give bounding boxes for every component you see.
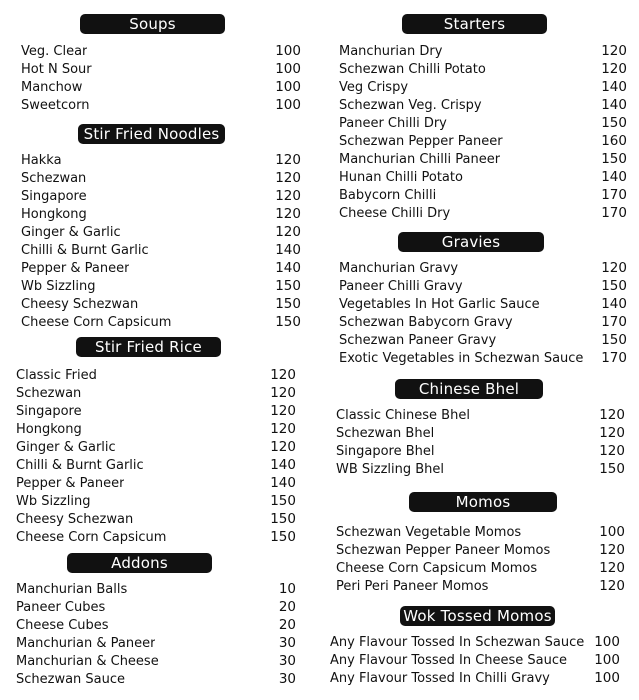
menu-item-name: Hongkong [21, 206, 87, 222]
menu-item-name: Cheese Corn Capsicum [21, 314, 172, 330]
stir-fried-rice-list [16, 366, 296, 546]
menu-item-name: Peri Peri Paneer Momos [336, 578, 489, 594]
menu-item-price: 120 [599, 560, 625, 576]
menu-item [330, 633, 620, 651]
menu-item-price: 140 [601, 79, 627, 95]
menu-item-price: 150 [601, 151, 627, 167]
menu-item-name: Ginger & Garlic [21, 224, 121, 240]
menu-item [339, 42, 627, 60]
menu-item-price: 100 [599, 524, 625, 540]
gravies-list [339, 259, 627, 367]
section-header-chinese-bhel: Chinese Bhel [395, 379, 543, 399]
menu-item-name: Schezwan Bhel [336, 425, 435, 441]
menu-item-name: Chilli & Burnt Garlic [21, 242, 149, 258]
menu-item [336, 559, 625, 577]
menu-item-price: 150 [275, 278, 301, 294]
menu-item-price: 100 [275, 43, 301, 59]
menu-item-name: Hakka [21, 152, 62, 168]
menu-item [339, 349, 627, 367]
menu-item-name: Exotic Vegetables in Schezwan Sauce [339, 350, 584, 366]
menu-item [16, 652, 296, 670]
menu-item-price: 120 [275, 188, 301, 204]
menu-item [336, 406, 625, 424]
menu-item-price: 150 [270, 493, 296, 509]
menu-item-name: Singapore [21, 188, 87, 204]
menu-item-price: 100 [594, 652, 620, 668]
menu-item [16, 670, 296, 688]
menu-item-name: Manchurian Balls [16, 581, 128, 597]
momos-list [336, 523, 625, 595]
menu-item-price: 140 [275, 260, 301, 276]
menu-item-price: 150 [601, 115, 627, 131]
menu-item [339, 313, 627, 331]
menu-item-price: 100 [275, 61, 301, 77]
menu-item [330, 651, 620, 669]
menu-item-price: 120 [270, 403, 296, 419]
menu-item-price: 150 [275, 296, 301, 312]
section-header-stir-fried-rice: Stir Fried Rice [76, 337, 221, 357]
menu-item-name: Singapore [16, 403, 82, 419]
menu-item [21, 169, 301, 187]
menu-item [16, 366, 296, 384]
menu-item-price: 120 [599, 578, 625, 594]
menu-item-price: 170 [601, 350, 627, 366]
menu-item-name: Wb Sizzling [21, 278, 96, 294]
menu-item-price: 150 [601, 332, 627, 348]
menu-item [21, 259, 301, 277]
menu-item-name: Schezwan [21, 170, 87, 186]
menu-item [339, 295, 627, 313]
menu-item-name: Cheesy Schezwan [21, 296, 139, 312]
menu-item-price: 120 [270, 385, 296, 401]
menu-item-name: Pepper & Paneer [21, 260, 130, 276]
menu-item-price: 120 [599, 443, 625, 459]
menu-item-name: Any Flavour Tossed In Schezwan Sauce [330, 634, 585, 650]
wok-tossed-momos-list [330, 633, 620, 687]
menu-item [21, 96, 301, 114]
menu-item [16, 580, 296, 598]
menu-item-name: Schezwan Pepper Paneer Momos [336, 542, 551, 558]
menu-item [16, 420, 296, 438]
menu-item-name: Cheese Corn Capsicum [16, 529, 167, 545]
soups-list [21, 42, 301, 114]
menu-item [339, 114, 627, 132]
chinese-bhel-list [336, 406, 625, 478]
menu-item-price: 120 [275, 152, 301, 168]
menu-item [336, 577, 625, 595]
menu-item-name: Cheese Chilli Dry [339, 205, 451, 221]
menu-item-name: Schezwan Chilli Potato [339, 61, 486, 77]
menu-item [339, 277, 627, 295]
menu-item [339, 60, 627, 78]
menu-item-name: Paneer Chilli Dry [339, 115, 447, 131]
menu-item-price: 10 [278, 581, 296, 597]
menu-item-price: 150 [275, 314, 301, 330]
menu-item-price: 20 [278, 599, 296, 615]
menu-item-name: Ginger & Garlic [16, 439, 116, 455]
menu-item [21, 241, 301, 259]
menu-item [339, 204, 627, 222]
menu-item-price: 120 [601, 260, 627, 276]
menu-item-name: Babycorn Chilli [339, 187, 437, 203]
menu-item [16, 492, 296, 510]
menu-item [16, 438, 296, 456]
menu-item [16, 528, 296, 546]
menu-item [16, 474, 296, 492]
section-header-momos: Momos [409, 492, 557, 512]
menu-item [21, 42, 301, 60]
section-header-wok-tossed-momos: Wok Tossed Momos [400, 606, 555, 626]
menu-item-name: Veg. Clear [21, 43, 88, 59]
menu-item [16, 616, 296, 634]
menu-item [339, 150, 627, 168]
section-header-starters: Starters [402, 14, 547, 34]
menu-item-name: Schezwan Sauce [16, 671, 126, 687]
menu-item-price: 120 [270, 367, 296, 383]
menu-item-price: 170 [601, 187, 627, 203]
menu-item-price: 120 [601, 61, 627, 77]
menu-item-price: 140 [601, 296, 627, 312]
menu-item-name: Classic Fried [16, 367, 97, 383]
menu-item [21, 151, 301, 169]
menu-item-name: Manchurian Dry [339, 43, 443, 59]
section-header-stir-fried-noodles: Stir Fried Noodles [78, 124, 225, 144]
menu-item [336, 442, 625, 460]
menu-item-price: 150 [599, 461, 625, 477]
menu-item [339, 186, 627, 204]
section-header-soups: Soups [80, 14, 225, 34]
menu-item-price: 160 [601, 133, 627, 149]
menu-item [336, 523, 625, 541]
menu-item-name: Schezwan Veg. Crispy [339, 97, 482, 113]
menu-item-name: Cheesy Schezwan [16, 511, 134, 527]
menu-item [21, 187, 301, 205]
menu-item-price: 140 [275, 242, 301, 258]
menu-item-price: 120 [599, 407, 625, 423]
menu-item [21, 60, 301, 78]
menu-item [16, 456, 296, 474]
menu-item-name: Schezwan Pepper Paneer [339, 133, 503, 149]
menu-item-name: Hongkong [16, 421, 82, 437]
menu-item-name: Cheese Corn Capsicum Momos [336, 560, 538, 576]
section-header-addons: Addons [67, 553, 212, 573]
menu-item [339, 132, 627, 150]
menu-item [16, 384, 296, 402]
menu-item [339, 331, 627, 349]
menu-item-price: 100 [594, 634, 620, 650]
menu-item [339, 78, 627, 96]
menu-item [339, 96, 627, 114]
menu-item-name: Manchurian & Cheese [16, 653, 159, 669]
menu-item-price: 30 [278, 635, 296, 651]
menu-item-price: 30 [278, 653, 296, 669]
menu-item-price: 170 [601, 314, 627, 330]
menu-item-price: 120 [601, 43, 627, 59]
menu-item-price: 120 [275, 170, 301, 186]
menu-item-price: 100 [594, 670, 620, 686]
menu-item-name: Vegetables In Hot Garlic Sauce [339, 296, 540, 312]
menu-item-price: 140 [270, 457, 296, 473]
menu-item-price: 150 [270, 529, 296, 545]
menu-item-price: 140 [270, 475, 296, 491]
menu-item-price: 20 [278, 617, 296, 633]
menu-item-name: Any Flavour Tossed In Chilli Gravy [330, 670, 550, 686]
menu-item-price: 120 [275, 206, 301, 222]
menu-item-name: WB Sizzling Bhel [336, 461, 445, 477]
menu-item [21, 78, 301, 96]
menu-item-price: 150 [601, 278, 627, 294]
menu-item [21, 277, 301, 295]
menu-item-price: 140 [601, 169, 627, 185]
menu-item-price: 120 [599, 425, 625, 441]
menu-item [336, 460, 625, 478]
menu-item-name: Cheese Cubes [16, 617, 109, 633]
menu-item-name: Hunan Chilli Potato [339, 169, 463, 185]
menu-item-name: Any Flavour Tossed In Cheese Sauce [330, 652, 568, 668]
menu-item-name: Chilli & Burnt Garlic [16, 457, 144, 473]
menu-item-name: Manchurian Chilli Paneer [339, 151, 501, 167]
menu-item-name: Schezwan Paneer Gravy [339, 332, 497, 348]
addons-list [16, 580, 296, 688]
menu-item-name: Manchow [21, 79, 83, 95]
menu-item [330, 669, 620, 687]
starters-list [339, 42, 627, 222]
menu-item [16, 510, 296, 528]
menu-item-price: 120 [270, 421, 296, 437]
menu-item [16, 598, 296, 616]
section-header-gravies: Gravies [398, 232, 544, 252]
menu-item [21, 205, 301, 223]
menu-item [21, 295, 301, 313]
menu-item [21, 223, 301, 241]
menu-item [336, 541, 625, 559]
menu-item-price: 120 [270, 439, 296, 455]
menu-item-price: 30 [278, 671, 296, 687]
menu-item-name: Sweetcorn [21, 97, 90, 113]
menu-item-name: Singapore Bhel [336, 443, 435, 459]
menu-item-name: Schezwan Vegetable Momos [336, 524, 522, 540]
menu-item-price: 100 [275, 79, 301, 95]
menu-item-name: Paneer Cubes [16, 599, 106, 615]
menu-item-name: Paneer Chilli Gravy [339, 278, 463, 294]
menu-item-price: 150 [270, 511, 296, 527]
stir-fried-noodles-list [21, 151, 301, 331]
menu-item-name: Manchurian & Paneer [16, 635, 156, 651]
menu-item-price: 170 [601, 205, 627, 221]
menu-item-price: 100 [275, 97, 301, 113]
menu-item-name: Manchurian Gravy [339, 260, 459, 276]
menu-item-name: Hot N Sour [21, 61, 92, 77]
menu-item-name: Veg Crispy [339, 79, 409, 95]
menu-item-price: 120 [275, 224, 301, 240]
menu-item-name: Schezwan Babycorn Gravy [339, 314, 513, 330]
menu-item [16, 402, 296, 420]
menu-item-name: Schezwan [16, 385, 82, 401]
menu-item [339, 259, 627, 277]
menu-item-name: Pepper & Paneer [16, 475, 125, 491]
menu-item [21, 313, 301, 331]
menu-item [16, 634, 296, 652]
menu-item-price: 140 [601, 97, 627, 113]
menu-item-name: Classic Chinese Bhel [336, 407, 470, 423]
menu-item-price: 120 [599, 542, 625, 558]
menu-item [339, 168, 627, 186]
menu-item-name: Wb Sizzling [16, 493, 91, 509]
menu-item [336, 424, 625, 442]
